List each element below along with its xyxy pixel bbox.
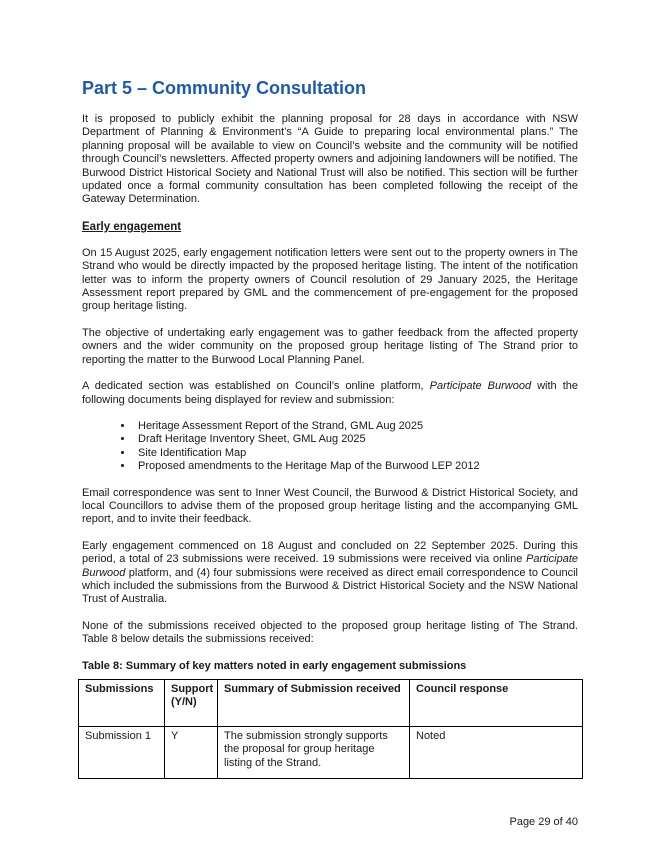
commenced-paragraph <box>82 540 578 607</box>
table-row <box>79 727 583 779</box>
cell-submission-name: Submission 1 <box>79 727 165 779</box>
platform-text-after: with the following documents being displayed for review and submission: <box>82 380 578 406</box>
cell-council-response: Noted <box>410 727 583 779</box>
commenced-text-before: Early engagement commenced on 18 August and concluded on 22 September 2025. During this period, a total of 23 submissions were received. 19 submissions were received via online <box>82 539 578 566</box>
participate-burwood-italic: Participate Burwood <box>429 380 532 393</box>
email-paragraph: Email correspondence was sent to Inner West Council, the Burwood & District Historical Society, and local Councillors to advise them of the proposed group heritage listing and the accompanying GML report, and to invite their feedback. <box>82 486 578 526</box>
list-item-inventory-sheet: • Draft Heritage Inventory Sheet, GML Aug 2025 <box>134 433 578 446</box>
table-header-row <box>79 680 583 727</box>
table-header-submissions: Submissions <box>79 680 165 727</box>
page-title: Part 5 – Community Consultation <box>82 78 367 98</box>
list-item-lep-amendments: • Proposed amendments to the Heritage Map of the Burwood LEP 2012 <box>134 460 578 473</box>
notification-paragraph: On 15 August 2025, early engagement notification letters were sent out to the property owners in The Strand who would be directly impacted by the proposed heritage listing. The intent of the notification letter was to inform the property owners of Council resolution of 29 January 2025, the Heritage Assessment report prepared by GML and the commencement of pre-engagement for the proposed group heritage listing. <box>82 246 578 313</box>
platform-paragraph <box>82 380 578 407</box>
list-item-heritage-assessment: • Heritage Assessment Report of the Strand, GML Aug 2025 <box>134 420 578 433</box>
no-objections-paragraph: None of the submissions received objected to the proposed group heritage listing of The Strand. Table 8 below details the submissions received: <box>82 619 578 646</box>
table-header-summary: Summary of Submission received <box>218 680 410 727</box>
platform-text-before: A dedicated section was established on Council’s online platform, <box>82 380 430 393</box>
commenced-text-after: platform, and (4) four submissions were received as direct email correspondence to Council which included the submissions from the Burwood & District Historical Society and the NSW National Trust of Australia. <box>82 566 578 606</box>
page-number: Page 29 of 40 <box>509 816 578 828</box>
participate-burwood-italic-2: Participate Burwood <box>82 553 578 579</box>
documents-list <box>82 420 578 474</box>
early-engagement-heading: Early engagement <box>82 220 182 233</box>
cell-summary: The submission strongly supports the proposal for group heritage listing of the Strand. <box>218 727 410 779</box>
table-header-council-response: Council response <box>410 680 583 727</box>
cell-support: Y <box>165 727 218 779</box>
intro-paragraph: It is proposed to publicly exhibit the planning proposal for 28 days in accordance with NSW Department of Planning & Environment’s “A Guide to preparing local environmental plans.” The planning proposal will be available to view on Council’s website and the community will be notified through Council’s newsletters. Affected property owners and adjoining landowners will be notified. The Burwood District Historical Society and National Trust will also be notified. This section will be further updated once a formal community consultation has been completed following the receipt of the Gateway Determination. <box>82 113 578 206</box>
submissions-table <box>78 679 583 779</box>
table-header-support: Support (Y/N) <box>165 680 218 727</box>
list-item-site-map: • Site Identification Map <box>134 447 578 460</box>
objective-paragraph: The objective of undertaking early engagement was to gather feedback from the affected property owners and the wider community on the proposed group heritage listing of The Strand prior to reporting the matter to the Burwood Local Planning Panel. <box>82 326 578 366</box>
table-caption: Table 8: Summary of key matters noted in early engagement submissions <box>82 659 467 672</box>
